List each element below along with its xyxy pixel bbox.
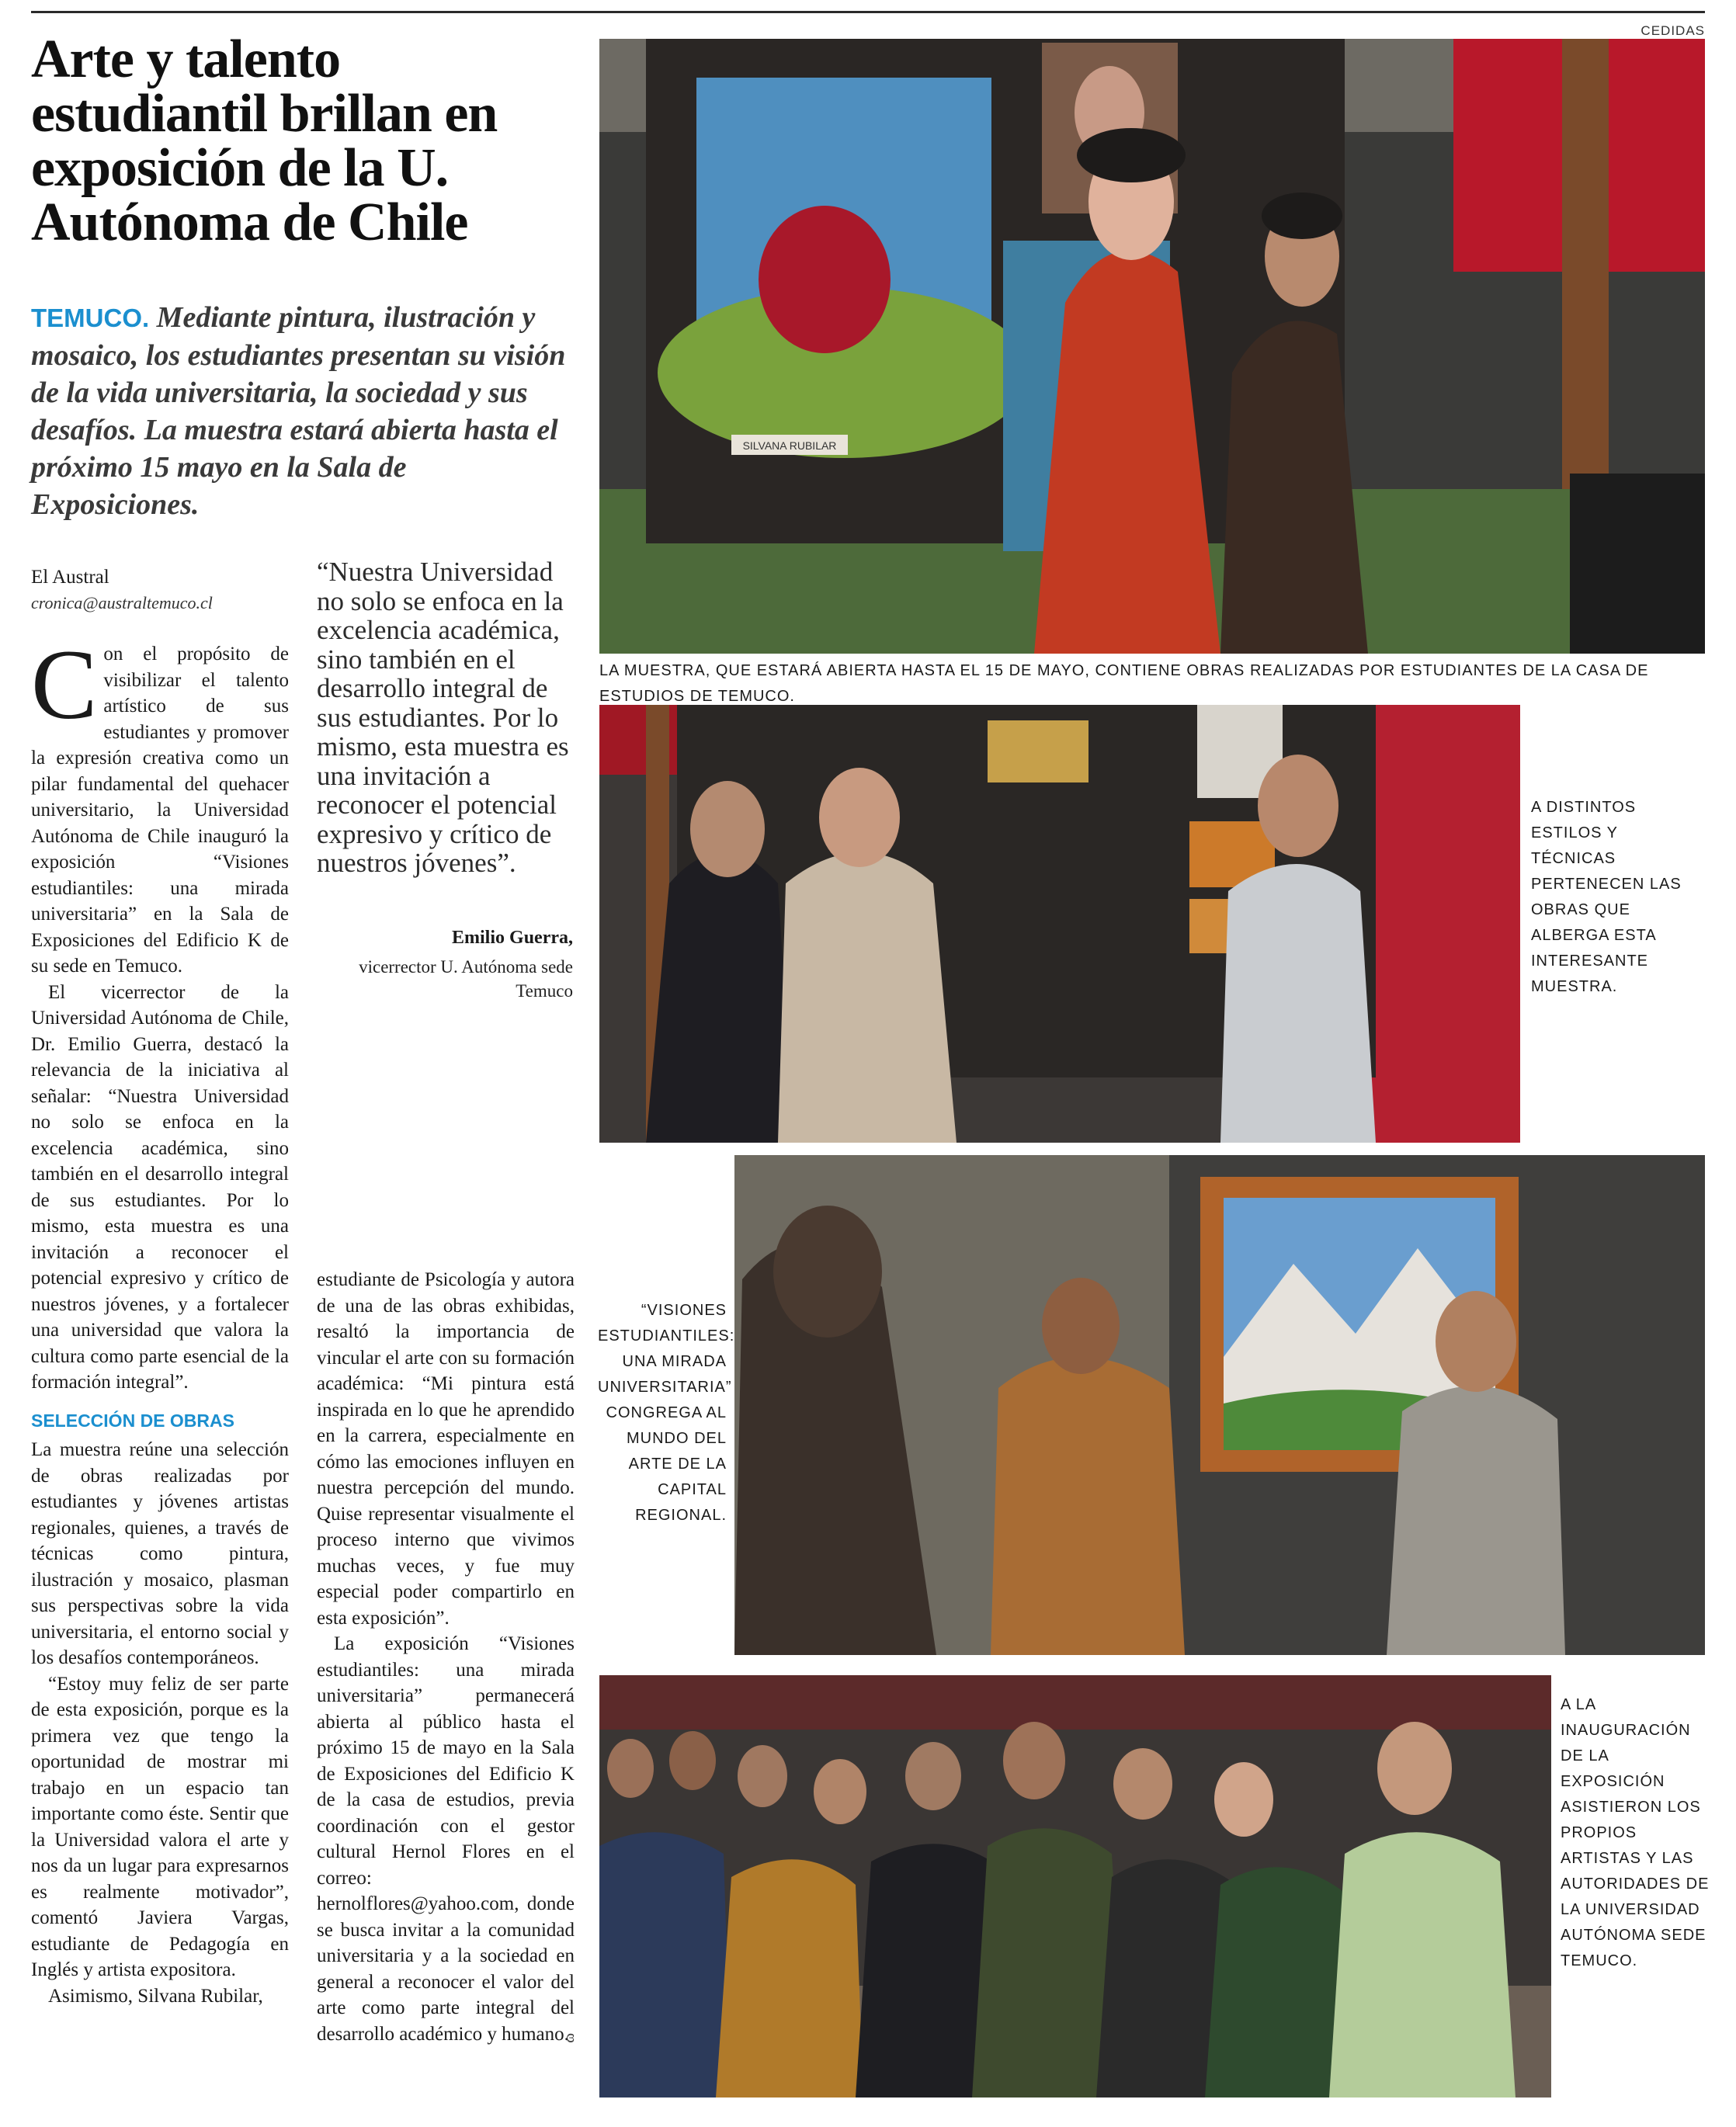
pull-quote-role: vicerrector U. Autónoma sede Temuco	[359, 957, 573, 1001]
end-mark-icon: ɞ	[566, 2027, 575, 2047]
photo-2-image	[599, 705, 1520, 1143]
body-paragraph-4: “Estoy muy feliz de ser parte de esta exposición, porque es la primera vez que tengo la oportunidad de mostrar mi trabajo en un espacio tan importante como éste. Sentir que la Universidad valora el arte y nos da un lugar para expresarnos es realmente motivador”, comentó Javiera Vargas, estudiante de Pedagogía en Inglés y artista expositora.	[31, 1673, 289, 1980]
drop-cap: C	[31, 630, 98, 740]
photo-landscape-painting	[734, 1155, 1705, 1655]
body-paragraph-1: on el propósito de visibilizar el talento artístico de sus estudiantes y promover la expresión creativa como un pilar fundamental del quehacer universitario, la Universidad Autónoma de Chile inauguró la exposición “Visiones estudiantiles: una mirada universitaria” en la Sala de Exposiciones del Edificio K de su sede en Temuco.	[31, 644, 289, 977]
photo-artists-exhibit	[599, 39, 1705, 654]
photo-4-caption: A LA INAUGURACIÓN DE LA EXPOSICIÓN ASISTIERON LOS PROPIOS ARTISTAS Y LAS AUTORIDADES DE LA UNIVERSIDAD AUTÓNOMA SEDE TEMUCO.	[1561, 1696, 1710, 1969]
byline-author: El Austral	[31, 567, 109, 588]
photo-inauguration-audience	[599, 1675, 1551, 2098]
body-paragraph-5: Asimismo, Silvana Rubilar,	[48, 1985, 263, 2007]
section-subhead: SELECCIÓN DE OBRAS	[31, 1410, 234, 1431]
body-paragraph-7: La exposición “Visiones estudiantiles: una mirada universitaria” permanecerá abierta al público hasta el próximo 15 de mayo en la Sala de Exposiciones del Edificio K de la casa de estudios, previa coordinación con el gestor cultural Hernol Flores en el correo: hernolflores@yahoo.com, donde se busca invitar a la comunidad universitaria y a la sociedad en general a reconocer el valor del arte como parte integral del desarrollo académico y humano.	[317, 1633, 575, 2045]
photo-3-image	[734, 1155, 1705, 1655]
photo-credit: CEDIDAS	[1641, 23, 1705, 38]
headline: Arte y talento estudiantil brillan en exposición de la U. Autónoma de Chile	[31, 29, 498, 252]
photo-1-image	[599, 39, 1705, 654]
body-paragraph-2: El vicerrector de la Universidad Autónoma de Chile, Dr. Emilio Guerra, destacó la relevancia de la iniciativa al señalar: “Nuestra Universidad no solo se enfoca en la excelencia académica, sino también en el desarrollo integral de sus estudiantes. Por lo mismo, esta muestra es una invitación a reconocer el potencial expresivo y crítico de nuestros jóvenes, y a fortalecer una universidad que valora la cultura como parte esencial de la formación integral”.	[31, 981, 289, 1393]
top-rule	[31, 11, 1705, 13]
photo-authorities-group	[599, 705, 1520, 1143]
body-paragraph-6: estudiante de Psicología y autora de una de las obras exhibidas, resaltó la importancia de vincular el arte con su formación académica: “Mi pintura está inspirada en lo que he aprendido en la carrera, especialmente en cómo las emociones influyen en nuestra percepción del mundo. Quise representar visualmente el proceso interno que vivimos muchas veces, y fue muy especial poder compartirlo en esta exposición”.	[317, 1269, 575, 1629]
painting-label: SILVANA RUBILAR	[742, 439, 837, 452]
photo-3-caption: “VISIONES ESTUDIANTILES: UNA MIRADA UNIVERSITARIA” CONGREGA AL MUNDO DEL ARTE DE LA CAPITAL REGIONAL.	[598, 1302, 735, 1524]
pull-quote: “Nuestra Universidad no solo se enfoca en la excelencia académica, sino también en el desarrollo integral de sus estudiantes. Por lo mismo, esta muestra es una invitación a reconocer el potencial expresivo y crítico de nuestros jóvenes”.	[317, 557, 569, 878]
photo-4-image	[599, 1675, 1551, 2098]
lead-paragraph	[31, 299, 567, 523]
dateline-city: TEMUCO.	[31, 304, 150, 332]
lead-text: Mediante pintura, ilustración y mosaico, los estudiantes presentan su visión de la vida universitaria, la sociedad y sus desafíos. La muestra estará abierta hasta el próximo 15 mayo en la Sala de Exposiciones.	[31, 301, 566, 521]
pull-quote-name: Emilio Guerra,	[452, 928, 573, 948]
body-column-1	[31, 630, 289, 2009]
body-column-2	[317, 1267, 575, 2051]
byline-email[interactable]: cronica@australtemuco.cl	[31, 593, 213, 612]
body-paragraph-3: La muestra reúne una selección de obras realizadas por estudiantes y jóvenes artistas regionales, quienes, a través de técnicas como pintura, ilustración y mosaico, plasman sus perspectivas sobre la vida universitaria, el entorno social y los desafíos contemporáneos.	[31, 1439, 289, 1668]
photo-1-caption: LA MUESTRA, QUE ESTARÁ ABIERTA HASTA EL 15 DE MAYO, CONTIENE OBRAS REALIZADAS POR ESTUDIANTES DE LA CASA DE ESTUDIOS DE TEMUCO.	[599, 662, 1649, 705]
photo-2-caption: A DISTINTOS ESTILOS Y TÉCNICAS PERTENECEN LAS OBRAS QUE ALBERGA ESTA INTERESANTE MUESTRA.	[1531, 799, 1682, 995]
